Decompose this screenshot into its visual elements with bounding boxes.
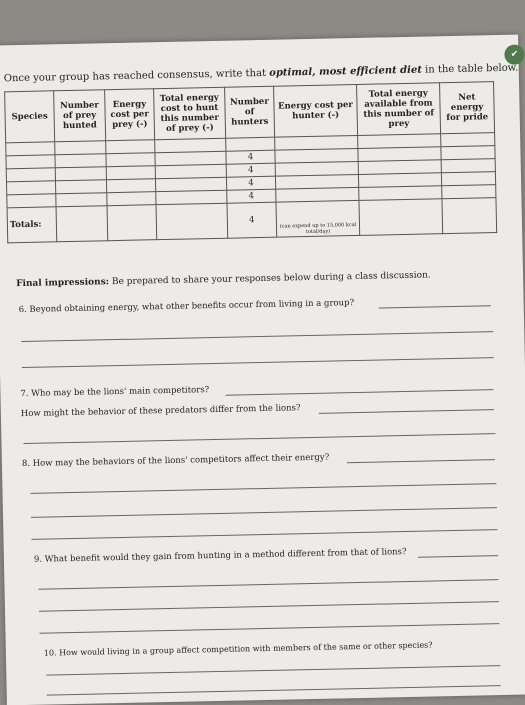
answer-line-q10[interactable] [46, 665, 500, 676]
question-6: 6. Beyond obtaining energy, what other benefits occur from living in a group? [18, 298, 355, 316]
table-cell[interactable] [107, 205, 157, 241]
table-cell[interactable] [226, 137, 275, 151]
table-cell[interactable] [359, 199, 443, 236]
answer-line-q8-inline[interactable] [347, 459, 495, 463]
table-cell[interactable] [7, 181, 56, 195]
answer-line-q7a[interactable] [226, 389, 494, 396]
answer-line-q7b[interactable] [319, 409, 494, 414]
table-cell[interactable] [441, 159, 495, 173]
col-header-total-energy-cost: Total energy cost to hunt this number of prey (-) [154, 87, 226, 139]
totals-label: Totals: [7, 207, 57, 243]
table-cell[interactable] [6, 142, 55, 156]
answer-line-q7b[interactable] [23, 433, 495, 444]
table-cell[interactable]: 4 [226, 163, 275, 177]
col-header-number-hunters: Number of hunters [225, 86, 275, 138]
table-cell[interactable] [55, 154, 106, 168]
answer-line-q9[interactable] [39, 601, 499, 612]
answer-line-q8[interactable] [31, 483, 497, 494]
answer-line-q9-inline[interactable] [418, 555, 498, 558]
table-cell[interactable] [55, 141, 106, 155]
answer-line-q6-inline[interactable] [379, 305, 491, 308]
table-cell[interactable] [441, 146, 495, 160]
table-cell[interactable] [106, 140, 155, 154]
table-cell[interactable]: 4 [227, 189, 276, 203]
intro-emphasis: optimal, most efficient diet [269, 64, 423, 79]
answer-line-q9[interactable] [39, 579, 499, 590]
answer-line-q6[interactable] [22, 357, 494, 368]
diet-table [4, 81, 497, 243]
table-cell[interactable] [106, 153, 155, 167]
table-cell[interactable] [6, 155, 55, 169]
intro-instruction [4, 63, 519, 85]
table-cell[interactable] [442, 185, 496, 199]
final-impressions [16, 270, 431, 289]
table-cell[interactable] [106, 179, 155, 193]
table-cell[interactable] [6, 168, 55, 182]
answer-line-q6[interactable] [21, 331, 493, 342]
col-header-total-energy-available: Total energy available from this number of prey [357, 83, 441, 136]
col-header-energy-cost-per-prey: Energy cost per prey (-) [105, 89, 155, 141]
col-header-energy-per-hunter: Energy cost per hunter (-) [274, 84, 358, 137]
question-7a: 7. Who may be the lions' main competitors? [20, 385, 210, 400]
question-9: 9. What benefit would they gain from hunting in a method different from that of lions? [33, 547, 407, 565]
answer-line-q10[interactable] [47, 685, 501, 696]
question-10: 10. How would living in a group affect competition with members of the same or other species? [43, 640, 433, 658]
table-cell[interactable] [56, 206, 108, 242]
totals-hunters[interactable]: 4 [227, 202, 277, 238]
table-cell[interactable] [442, 198, 497, 234]
worksheet-page [0, 35, 525, 705]
question-8: 8. How may the behaviors of the lions' competitors affect their energy? [21, 452, 330, 470]
table-cell[interactable] [55, 180, 106, 194]
table-cell[interactable] [7, 194, 56, 208]
table-cell[interactable] [107, 192, 156, 206]
intro-prefix: Once your group has reached consensus, write that [3, 67, 270, 85]
answer-line-q8[interactable] [31, 507, 497, 518]
table-cell[interactable] [156, 203, 228, 239]
table-cell[interactable] [55, 167, 106, 181]
table-cell[interactable] [441, 133, 495, 147]
final-impressions-label: Final impressions: [16, 277, 110, 290]
table-cell[interactable] [106, 166, 155, 180]
totals-energy-note: (can expend up to 15,000 kcal total/day) [276, 200, 360, 237]
col-header-number-prey: Number of prey hunted [54, 90, 106, 142]
table-cell[interactable]: 4 [226, 150, 275, 164]
question-7b: How might the behavior of these predators differ from the lions? [20, 403, 301, 420]
intro-suffix: in the table below. [421, 62, 519, 76]
table-cell[interactable] [56, 193, 107, 207]
final-impressions-text: Be prepared to share your responses below during a class discussion. [108, 270, 431, 288]
col-header-net-energy: Net energy for pride [440, 82, 495, 134]
answer-line-q8[interactable] [31, 529, 497, 540]
col-header-species: Species [5, 91, 55, 143]
table-cell[interactable] [441, 172, 495, 186]
table-cell[interactable]: 4 [226, 176, 275, 190]
corner-tab-icon: ✔ [504, 44, 524, 64]
answer-line-q9[interactable] [39, 623, 499, 634]
